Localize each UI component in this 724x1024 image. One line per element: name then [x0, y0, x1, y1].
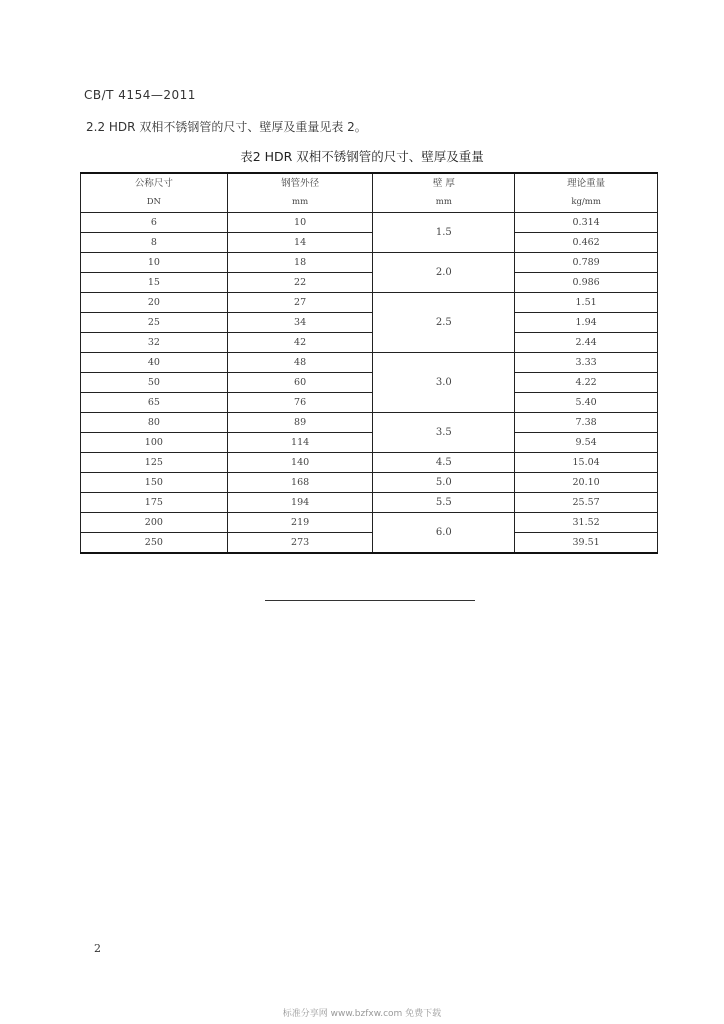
header-wall-thickness: 壁 厚: [373, 173, 515, 193]
table-header-row: [81, 173, 658, 193]
cell-outer-diameter: 114: [227, 433, 373, 453]
cell-nominal-size: 175: [81, 493, 228, 513]
cell-theoretical-weight: 20.10: [515, 473, 658, 493]
table-row: [81, 273, 658, 293]
table-row: [81, 313, 658, 333]
cell-nominal-size: 20: [81, 293, 228, 313]
table-row: [81, 253, 658, 273]
cell-outer-diameter: 273: [227, 533, 373, 554]
standard-code: CB/T 4154—2011: [84, 88, 196, 102]
table-row: [81, 453, 658, 473]
table-title: 表2 HDR 双相不锈钢管的尺寸、壁厚及重量: [240, 149, 484, 164]
cell-outer-diameter: 34: [227, 313, 373, 333]
cell-outer-diameter: 219: [227, 513, 373, 533]
cell-nominal-size: 65: [81, 393, 228, 413]
cell-outer-diameter: 194: [227, 493, 373, 513]
cell-outer-diameter: 60: [227, 373, 373, 393]
header-nominal-size: 公称尺寸: [81, 173, 228, 193]
table-row: [81, 393, 658, 413]
table-row: [81, 293, 658, 313]
table-row: [81, 353, 658, 373]
table-row: [81, 213, 658, 233]
table-row: [81, 493, 658, 513]
cell-nominal-size: 25: [81, 313, 228, 333]
cell-outer-diameter: 89: [227, 413, 373, 433]
unit-nominal-size: DN: [81, 193, 228, 213]
cell-theoretical-weight: 4.22: [515, 373, 658, 393]
cell-outer-diameter: 14: [227, 233, 373, 253]
cell-wall-thickness: 5.5: [373, 493, 515, 513]
cell-outer-diameter: 42: [227, 333, 373, 353]
cell-theoretical-weight: 5.40: [515, 393, 658, 413]
cell-theoretical-weight: 31.52: [515, 513, 658, 533]
cell-theoretical-weight: 2.44: [515, 333, 658, 353]
table-row: [81, 413, 658, 433]
table-row: [81, 533, 658, 554]
pipe-dimension-table: [80, 172, 658, 554]
cell-outer-diameter: 22: [227, 273, 373, 293]
cell-nominal-size: 8: [81, 233, 228, 253]
intro-paragraph: 2.2 HDR 双相不锈钢管的尺寸、壁厚及重量见表 2。: [86, 120, 367, 134]
cell-wall-thickness: 5.0: [373, 473, 515, 493]
page-number: 2: [94, 942, 101, 955]
cell-theoretical-weight: 0.986: [515, 273, 658, 293]
cell-nominal-size: 80: [81, 413, 228, 433]
cell-theoretical-weight: 39.51: [515, 533, 658, 554]
cell-theoretical-weight: 1.51: [515, 293, 658, 313]
table-row: [81, 333, 658, 353]
cell-nominal-size: 100: [81, 433, 228, 453]
table-unit-row: [81, 193, 658, 213]
end-of-section-rule: [265, 600, 475, 601]
cell-nominal-size: 40: [81, 353, 228, 373]
cell-outer-diameter: 27: [227, 293, 373, 313]
cell-wall-thickness: 4.5: [373, 453, 515, 473]
cell-wall-thickness: 3.0: [373, 353, 515, 413]
cell-nominal-size: 6: [81, 213, 228, 233]
cell-theoretical-weight: 25.57: [515, 493, 658, 513]
cell-theoretical-weight: 15.04: [515, 453, 658, 473]
cell-outer-diameter: 48: [227, 353, 373, 373]
table-row: [81, 433, 658, 453]
table-row: [81, 473, 658, 493]
cell-nominal-size: 10: [81, 253, 228, 273]
cell-theoretical-weight: 9.54: [515, 433, 658, 453]
cell-outer-diameter: 140: [227, 453, 373, 473]
header-theoretical-weight: 理论重量: [515, 173, 658, 193]
cell-outer-diameter: 76: [227, 393, 373, 413]
cell-nominal-size: 200: [81, 513, 228, 533]
header-outer-diameter: 钢管外径: [227, 173, 373, 193]
cell-wall-thickness: 3.5: [373, 413, 515, 453]
unit-wall-thickness: mm: [373, 193, 515, 213]
cell-outer-diameter: 10: [227, 213, 373, 233]
table-row: [81, 233, 658, 253]
cell-wall-thickness: 2.5: [373, 293, 515, 353]
table-row: [81, 513, 658, 533]
cell-theoretical-weight: 0.314: [515, 213, 658, 233]
cell-theoretical-weight: 3.33: [515, 353, 658, 373]
cell-outer-diameter: 18: [227, 253, 373, 273]
cell-theoretical-weight: 7.38: [515, 413, 658, 433]
cell-wall-thickness: 6.0: [373, 513, 515, 554]
cell-nominal-size: 125: [81, 453, 228, 473]
table-row: [81, 373, 658, 393]
cell-nominal-size: 50: [81, 373, 228, 393]
cell-theoretical-weight: 0.462: [515, 233, 658, 253]
cell-nominal-size: 32: [81, 333, 228, 353]
cell-theoretical-weight: 0.789: [515, 253, 658, 273]
cell-outer-diameter: 168: [227, 473, 373, 493]
footer-watermark: 标准分享网 www.bzfxw.com 免费下载: [282, 1009, 442, 1019]
unit-theoretical-weight: kg/mm: [515, 193, 658, 213]
cell-nominal-size: 15: [81, 273, 228, 293]
cell-nominal-size: 150: [81, 473, 228, 493]
cell-wall-thickness: 2.0: [373, 253, 515, 293]
cell-wall-thickness: 1.5: [373, 213, 515, 253]
cell-theoretical-weight: 1.94: [515, 313, 658, 333]
unit-outer-diameter: mm: [227, 193, 373, 213]
cell-nominal-size: 250: [81, 533, 228, 554]
